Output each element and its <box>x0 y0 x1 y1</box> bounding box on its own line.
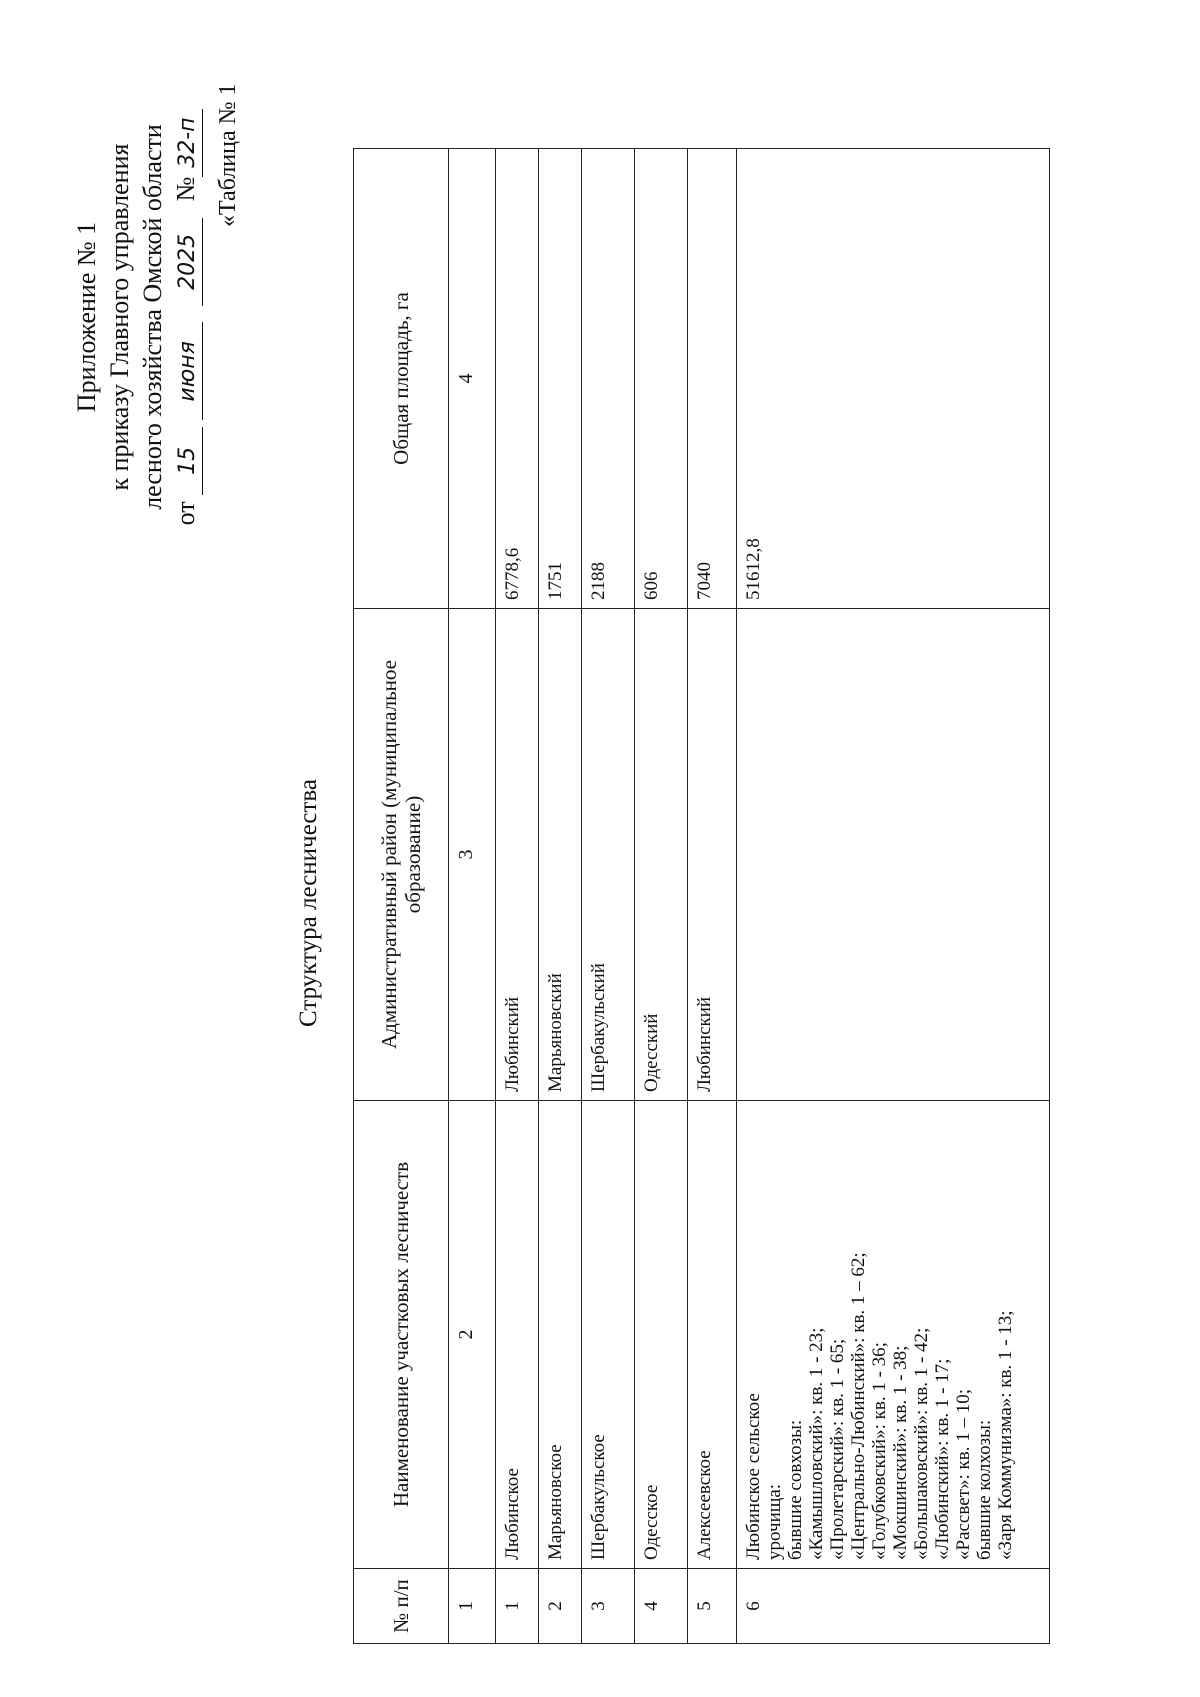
appendix-title: Приложение № 1 <box>72 221 101 413</box>
column-number: 4 <box>449 149 496 609</box>
column-number-row <box>449 149 496 1644</box>
text-line: Любинское сельское <box>743 1393 764 1560</box>
text-line: «Мокшинский»: кв. 1 - 38; <box>890 1345 911 1560</box>
text-line: «Заря Коммунизма»: кв. 1 - 13; <box>995 1310 1016 1560</box>
number-label: № <box>171 176 200 202</box>
table-row <box>688 149 737 1644</box>
table-row <box>737 149 1050 1644</box>
appendix-header <box>70 57 203 577</box>
handwritten-year: 2025 <box>174 218 203 306</box>
row-number: 1 <box>496 1569 539 1644</box>
text-line: бывшие совхозы: <box>785 1419 806 1560</box>
column-number: 1 <box>449 1569 496 1644</box>
district-name: Любинский <box>688 609 737 1101</box>
table-row <box>496 149 539 1644</box>
forestry-name-detailed <box>737 1101 1050 1569</box>
forestry-name: Марьяновское <box>539 1101 582 1569</box>
text-line: бывшие колхозы: <box>974 1419 995 1560</box>
column-number: 2 <box>449 1101 496 1569</box>
area-value: 51612,8 <box>737 149 1050 609</box>
text-line: «Большаковский»: кв. 1 - 42; <box>911 1327 932 1560</box>
forestry-structure-table <box>353 148 1050 1644</box>
order-reference: к приказу Главного управления <box>105 143 134 491</box>
table-label: «Таблица № 1 <box>215 83 241 227</box>
text-line: «Рассвет»: кв. 1 – 10; <box>953 1389 974 1560</box>
district-name: Любинский <box>496 609 539 1101</box>
area-value: 1751 <box>539 149 582 609</box>
area-value: 2188 <box>582 149 635 609</box>
forestry-name: Любинское <box>496 1101 539 1569</box>
organization-name: лесного хозяйства Омской области <box>138 124 167 510</box>
header-cell-area: Общая площадь, га <box>354 149 449 609</box>
page-title: Структура лесничества <box>295 779 322 1027</box>
district-name: Шербакульский <box>582 609 635 1101</box>
header-cell-name: Наименование участковых лесничеств <box>354 1101 449 1569</box>
text-line: «Любинский»: кв. 1 - 17; <box>932 1358 953 1560</box>
table-row <box>635 149 688 1644</box>
header-cell-district: Административный район (муниципальное образование) <box>354 609 449 1101</box>
district-name: Одесский <box>635 609 688 1101</box>
from-label: от <box>171 501 200 526</box>
forestry-name: Алексеевское <box>688 1101 737 1569</box>
order-date-number <box>169 57 203 577</box>
text-line: «Пролетарский»: кв. 1 - 65; <box>827 1338 848 1560</box>
row-number: 6 <box>737 1569 1050 1644</box>
header-cell-number: № п/п <box>354 1569 449 1644</box>
handwritten-month: июня <box>174 322 203 420</box>
forestry-name: Шербакульское <box>582 1101 635 1569</box>
row-number: 2 <box>539 1569 582 1644</box>
header-row <box>354 149 449 1644</box>
column-number: 3 <box>449 609 496 1101</box>
text-line: «Центрально-Любинский»: кв. 1 – 62; <box>848 1252 869 1560</box>
text-line: «Камышловский»: кв. 1 - 23; <box>806 1327 827 1560</box>
district-name <box>737 609 1050 1101</box>
row-number: 5 <box>688 1569 737 1644</box>
handwritten-number: 32-п <box>174 109 203 177</box>
forestry-name: Одесское <box>635 1101 688 1569</box>
text-line: «Голубковский»: кв. 1 - 36; <box>869 1342 890 1560</box>
table-row <box>582 149 635 1644</box>
area-value: 606 <box>635 149 688 609</box>
district-name: Марьяновский <box>539 609 582 1101</box>
table-row <box>539 149 582 1644</box>
handwritten-day: 15 <box>174 427 203 495</box>
area-value: 7040 <box>688 149 737 609</box>
text-line: урочища: <box>764 1483 785 1560</box>
row-number: 3 <box>582 1569 635 1644</box>
row-number: 4 <box>635 1569 688 1644</box>
area-value: 6778,6 <box>496 149 539 609</box>
